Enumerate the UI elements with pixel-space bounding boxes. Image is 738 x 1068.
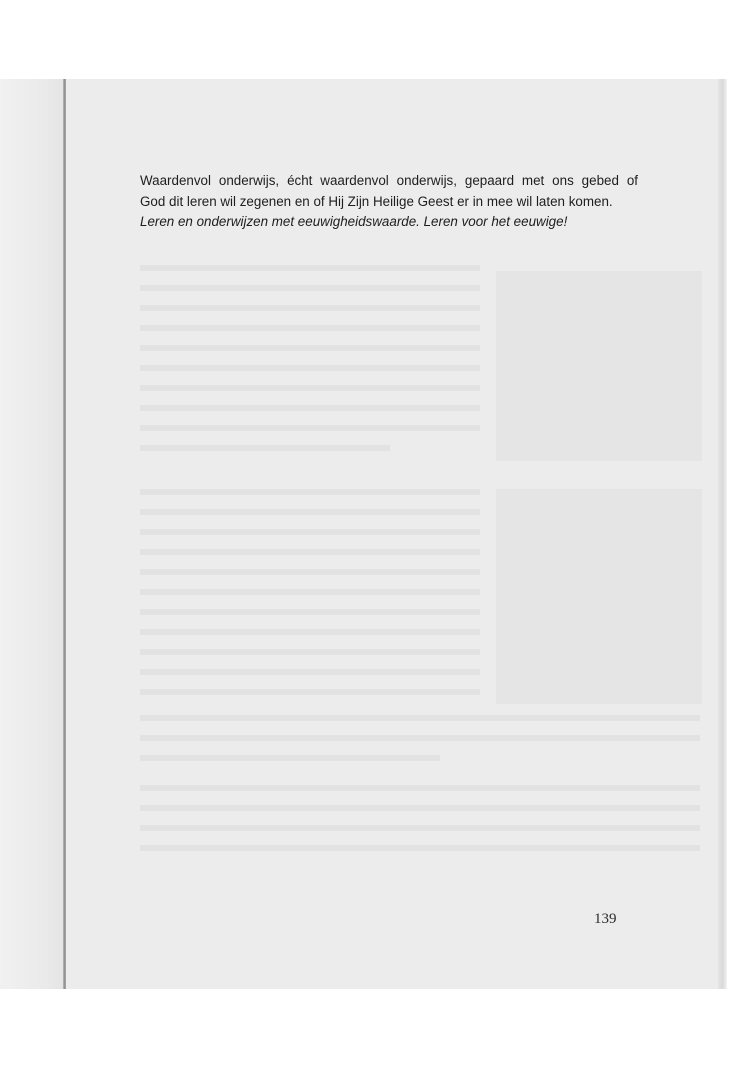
- paragraph-line: God dit leren wil zegenen en of Hij Zijn Heilige Geest er in mee wil laten komen.: [140, 193, 613, 209]
- show-through-line: [140, 629, 480, 635]
- show-through-line: [140, 785, 700, 791]
- show-through-image-top: [496, 271, 702, 461]
- closing-line: Leren en onderwijzen met eeuwigheidswaarde. Leren voor het eeuwige!: [140, 214, 568, 229]
- show-through-line: [140, 425, 480, 431]
- show-through-line: [140, 649, 480, 655]
- page-edge: [718, 79, 727, 989]
- show-through-line: [140, 385, 480, 391]
- show-through-line: [140, 509, 480, 515]
- show-through-line: [140, 825, 700, 831]
- show-through-line: [140, 445, 390, 451]
- show-through-line: [140, 589, 480, 595]
- body-paragraph: [140, 171, 638, 233]
- show-through-line: [140, 305, 480, 311]
- show-through-image-bottom: [496, 489, 702, 704]
- show-through-line: [140, 265, 480, 271]
- show-through-line: [140, 805, 700, 811]
- show-through-line: [140, 569, 480, 575]
- show-through-line: [140, 285, 480, 291]
- show-through-line: [140, 715, 700, 721]
- show-through-line: [140, 669, 480, 675]
- show-through-line: [140, 365, 480, 371]
- paragraph-line: Waardenvol onderwijs, écht waardenvol onderwijs, gepaard met ons gebed of: [140, 173, 638, 188]
- show-through-line: [140, 489, 480, 495]
- page-number: 139: [594, 911, 617, 927]
- show-through-line: [140, 609, 480, 615]
- show-through-line: [140, 345, 480, 351]
- show-through-line: [140, 689, 480, 695]
- show-through-line: [140, 735, 700, 741]
- show-through-line: [140, 529, 480, 535]
- show-through-line: [140, 755, 440, 761]
- show-through-line: [140, 325, 480, 331]
- show-through-line: [140, 405, 480, 411]
- show-through-line: [140, 845, 700, 851]
- show-through-line: [140, 549, 480, 555]
- book-spine: [0, 79, 66, 989]
- book-page: [66, 79, 718, 989]
